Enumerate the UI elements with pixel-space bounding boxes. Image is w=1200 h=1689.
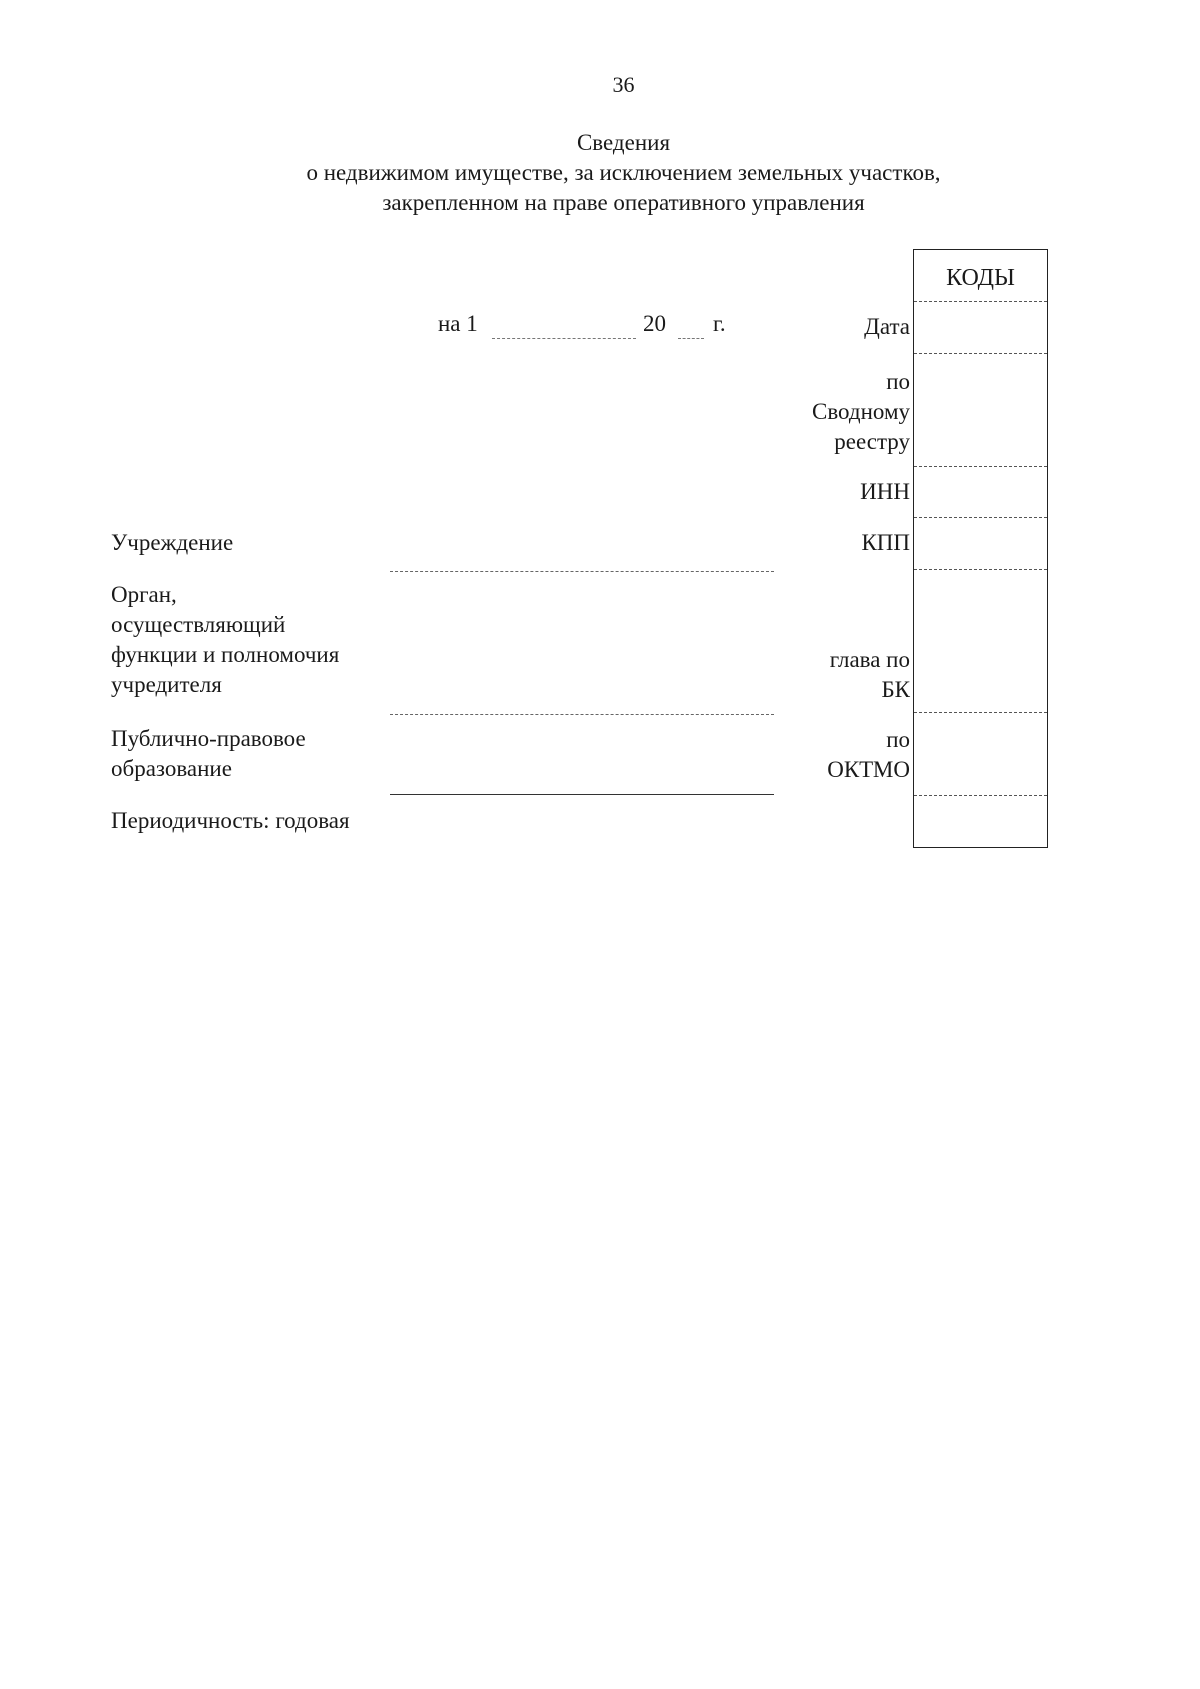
date-prefix: на 1 xyxy=(438,311,478,336)
authority-label-1: Орган, xyxy=(111,582,177,607)
date-day-month-blank[interactable] xyxy=(492,338,636,339)
date-code-label: Дата xyxy=(864,314,910,339)
public-entity-label-1: Публично-правовое xyxy=(111,726,306,751)
authority-label-3: функции и полномочия xyxy=(111,642,340,667)
chapter-code-label-2: БК xyxy=(881,677,910,702)
chapter-code-label-1: глава по xyxy=(829,647,910,672)
registry-code-cell[interactable] xyxy=(914,354,1047,466)
institution-label: Учреждение xyxy=(111,530,234,555)
oktmo-code-label-1: по xyxy=(886,727,910,752)
title-line-2: о недвижимом имуществе, за исключением земельных участков, xyxy=(306,160,941,185)
date-suffix: г. xyxy=(713,311,726,336)
title-line-1: Сведения xyxy=(576,130,671,155)
registry-code-label-2: Сводному xyxy=(811,399,910,424)
authority-label-4: учредителя xyxy=(111,672,222,697)
date-year-prefix: 20 xyxy=(643,311,666,336)
public-entity-field-line[interactable] xyxy=(390,794,774,795)
page-number: 36 xyxy=(612,72,635,97)
oktmo-code-cell[interactable] xyxy=(914,713,1047,795)
institution-field-line[interactable] xyxy=(390,571,774,572)
title-line-3: закрепленном на праве оперативного управления xyxy=(382,190,865,215)
codes-header: КОДЫ xyxy=(946,265,1015,291)
inn-code-cell[interactable] xyxy=(914,467,1047,517)
oktmo-code-label-2: ОКТМО xyxy=(827,757,910,782)
kpp-code-cell[interactable] xyxy=(914,518,1047,569)
inn-code-label: ИНН xyxy=(860,479,910,504)
date-year-blank[interactable] xyxy=(678,338,704,339)
codes-table xyxy=(913,249,1048,848)
chapter-bk-code-cell[interactable] xyxy=(914,570,1047,712)
date-code-cell[interactable] xyxy=(914,302,1047,353)
registry-code-label-1: по xyxy=(886,369,910,394)
authority-label-2: осуществляющий xyxy=(111,612,286,637)
kpp-code-label: КПП xyxy=(861,530,910,555)
authority-field-line[interactable] xyxy=(390,714,774,715)
registry-code-label-3: реестру xyxy=(834,429,910,454)
periodicity-label: Периодичность: годовая xyxy=(111,808,350,833)
periodicity-code-cell[interactable] xyxy=(914,796,1047,846)
public-entity-label-2: образование xyxy=(111,756,232,781)
